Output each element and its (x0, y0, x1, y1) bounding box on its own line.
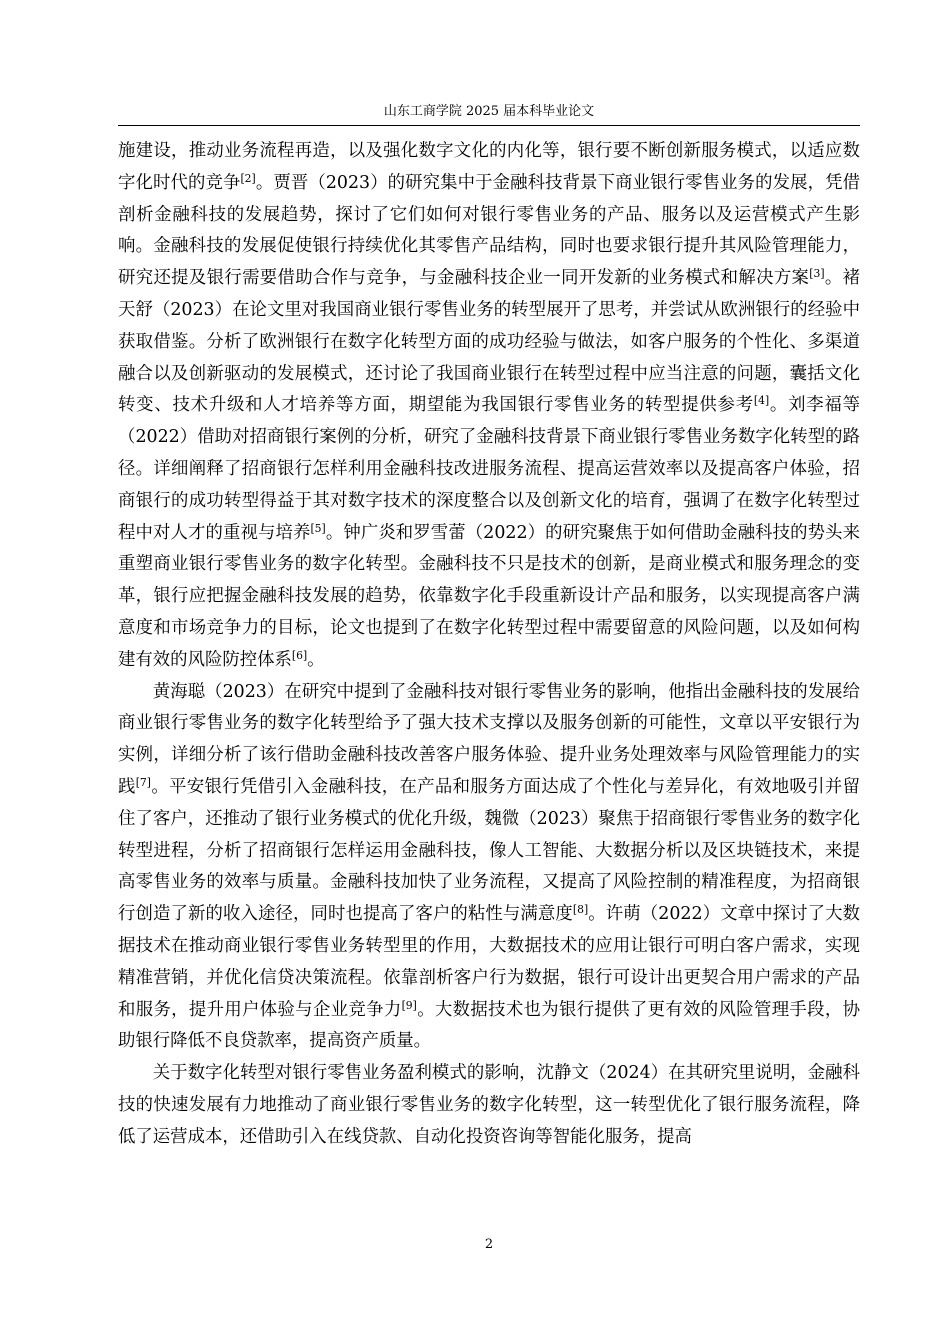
paragraph-text: 。 (307, 649, 325, 670)
body-text (118, 136, 860, 1154)
citation-marker: [3] (809, 267, 825, 281)
paragraph-text: 。平安银行凭借引入金融科技，在产品和服务方面达成了个性化与差异化，有效地吸引并留住了客户，还推动了银行业务模式的优化升级，魏微（2023）聚焦于招商银行零售业务的数字化转型进程，分析了招商银行怎样运用金融科技，像人工智能、大数据分析以及区块链技术，来提高零售业务的效率与质量。金融科技加快了业务流程，又提高了风险控制的精准程度，为招商银行创造了新的收入途径，同时也提高了客户的粘性与满意度 (118, 776, 860, 925)
citation-marker: [4] (753, 394, 770, 408)
running-header: 山东工商学院 2025 届本科毕业论文 (383, 104, 595, 119)
paragraph-text: 。许萌（2022）文章中探讨了大数据技术在推动商业银行零售业务转型里的作用，大数据技术的应用让银行可明白客户需求，实现精准营销，并优化信贷决策流程。依靠剖析客户行为数据，银行可设计出更契合用户需求的产品和服务，提升用户体验与企业竞争力 (118, 904, 860, 1020)
paragraph (118, 1058, 860, 1153)
paragraph-text: 施建设，推动业务流程再造，以及强化数字文化的内化等，银行要不断创新服务模式，以适应数字化时代的竞争 (118, 141, 860, 193)
paragraph-text: 。大数据技术也为银行提供了更有效的风险管理手段，协助银行降低不良贷款率，提高资产质量。 (118, 999, 860, 1052)
paragraph-text: 。刘李福等（2022）借助对招商银行案例的分析，研究了金融科技背景下商业银行零售业务数字化转型的路径。详细阐释了招商银行怎样利用金融科技改进服务流程、提高运营效率以及提高客户体验，招商银行的成功转型得益于其对数字技术的深度整合以及创新文化的培育，强调了在数字化转型过程中对人才的重视与培养 (118, 395, 860, 543)
citation-marker: [5] (310, 521, 326, 535)
citation-marker: [2] (240, 171, 256, 185)
citation-marker: [8] (572, 903, 589, 917)
paragraph-text: 关于数字化转型对银行零售业务盈利模式的影响，沈静文（2024）在其研究里说明，金融科技的快速发展有力地推动了商业银行零售业务的数字化转型，这一转型优化了银行服务流程，降低了运营成本，还借助引入在线贷款、自动化投资咨询等智能化服务，提高 (118, 1063, 860, 1147)
paragraph (118, 136, 860, 677)
page-number: 2 (484, 1237, 494, 1252)
paragraph-text: 。贾晋（2023）的研究集中于金融科技背景下商业银行零售业务的发展，凭借剖析金融科技的发展趋势，探讨了它们如何对银行零售业务的产品、服务以及运营模式产生影响。金融科技的发展促使银行持续优化其零售产品结构，同时也要求银行提升其风险管理能力，研究还提及银行需要借助合作与竞争，与金融科技企业一同开发新的业务模式和解决方案 (118, 172, 860, 289)
paragraph-text: 黄海聪（2023）在研究中提到了金融科技对银行零售业务的影响，他指出金融科技的发展给商业银行零售业务的数字化转型给予了强大技术支撑以及服务创新的可能性，文章以平安银行为实例，详细分析了该行借助金融科技改善客户服务体验、提升业务处理效率与风险管理能力的实践 (118, 681, 860, 797)
paragraph (118, 677, 860, 1059)
header-divider (118, 125, 860, 126)
paragraph-text: 。钟广炎和罗雪蕾（2022）的研究聚焦于如何借助金融科技的势头来重塑商业银行零售业务的数字化转型。金融科技不只是技术的创新，是商业模式和服务理念的变革，银行应把握金融科技发展的趋势，依靠数字化手段重新设计产品和服务，以实现提高客户满意度和市场竞争力的目标，论文也提到了在数字化转型过程中需要留意的风险问题，以及如何构建有效的风险防控体系 (118, 522, 860, 670)
paragraph-text: 。褚天舒（2023）在论文里对我国商业银行零售业务的转型展开了思考，并尝试从欧洲银行的经验中获取借鉴。分析了欧洲银行在数字化转型方面的成功经验与做法，如客户服务的个性化、多渠道融合以及创新驱动的发展模式，还讨论了我国商业银行在转型过程中应当注意的问题，囊括文化转变、技术升级和人才培养等方面，期望能为我国银行零售业务的转型提供参考 (118, 268, 860, 416)
citation-marker: [7] (135, 776, 151, 790)
citation-marker: [9] (401, 998, 417, 1012)
citation-marker: [6] (291, 648, 308, 662)
